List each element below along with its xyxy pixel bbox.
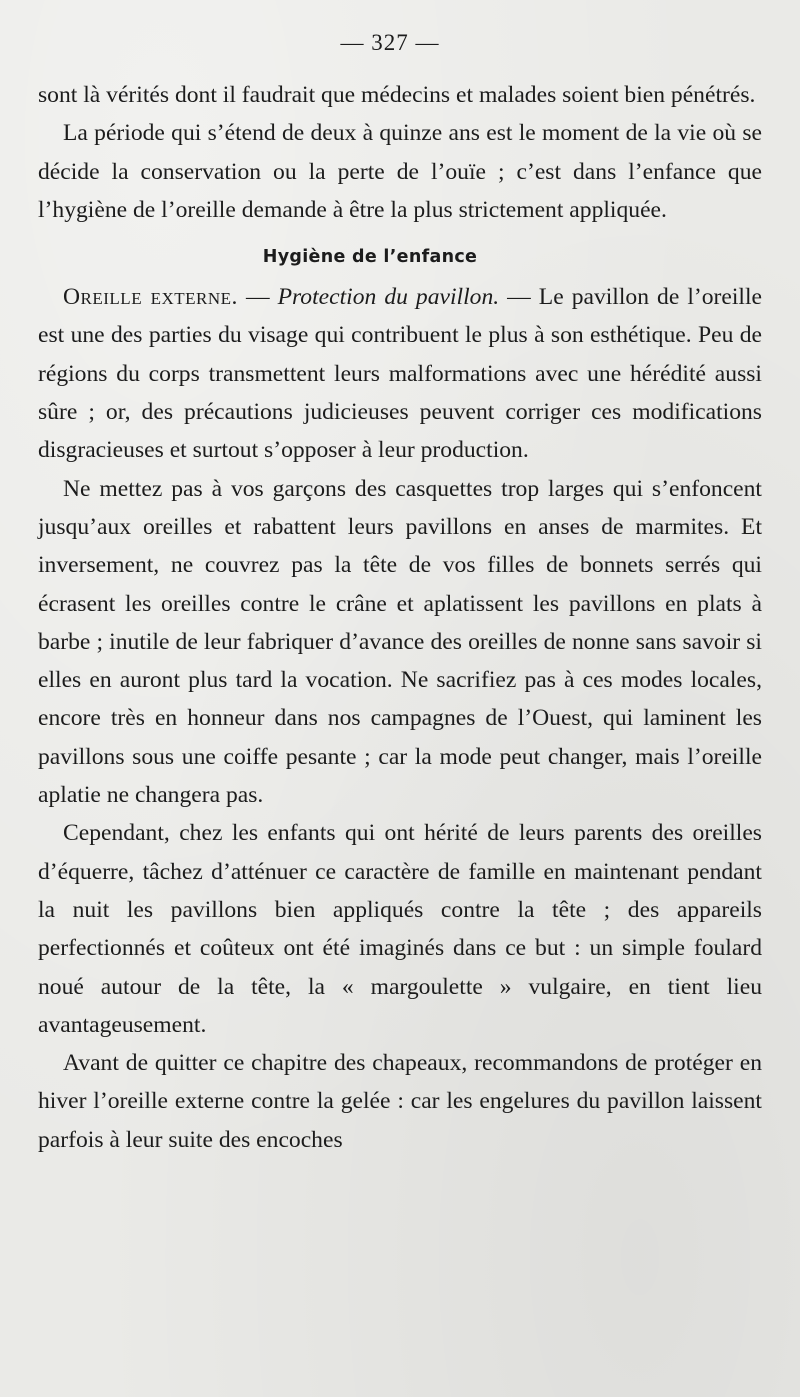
section-title-outer-ear: Oreille externe. [63,284,238,311]
page-number: — 327 — [340,30,440,55]
paragraph-outer-ear [38,278,762,469]
subsection-title-pavillon: Protection du pavillon. [277,284,500,311]
paragraph-continuation: sont là vérités dont il faudrait que médecins et malades soient bien pénétrés. [38,82,756,108]
section-heading: Hygiène de l’enfance [262,247,478,268]
paragraph-caps-and-bonnets: Ne mettez pas à vos garçons des casquettes trop larges qui s’enfoncent jusqu’aux oreilles et rabattent leurs pavillons en anses de marmites. Et inversement, ne couvrez pas la tête de vos filles de bonnets serrés qui écrasent les oreilles contre le crâne et aplatissent les pavillons en plats à barbe ; inutile de leur fabriquer d’avance des oreilles de nonne sans savoir si elles en auront plus tard la vocation. Ne sacrifiez pas à ces modes locales, encore très en honneur dans nos campagnes de l’Ouest, qui laminent les pavillons sous une coiffe pesante ; car la mode peut changer, mais l’oreille aplatie ne changera pas. [38,475,762,809]
page-body [38,76,762,1159]
paragraph-protruding-ears: Cependant, chez les enfants qui ont hérité de leurs parents des oreilles d’équerre, tâchez d’atténuer ce caractère de famille en maintenant pendant la nuit les pavillons bien appliqués contre la tête ; des appareils perfectionnés et coûteux ont été imaginés dans ce but : un simple foulard noué autour de la tête, la « margoulette » vulgaire, en tient lieu avantageusement. [38,820,762,1038]
dash: — [237,284,278,311]
paragraph-childhood-period: La période qui s’étend de deux à quinze ans est le moment de la vie où se décide la conservation ou la perte de l’ouïe ; c’est dans l’enfance que l’hygiène de l’oreille demande à être la plus strictement appliquée. [38,120,762,223]
paragraph-outer-ear-text: — Le pavillon de l’oreille est une des parties du visage qui contribuent le plus à son esthétique. Peu de régions du corps transmettent leurs malformations avec une hérédité aussi sûre ; or, des précautions judicieuses peuvent corriger ces modifications disgracieuses et surtout s’opposer à leur production. [38,284,762,464]
paragraph-frost-protection: Avant de quitter ce chapitre des chapeaux, recommandons de protéger en hiver l’oreille externe contre la gelée : car les engelures du pavillon laissent parfois à leur suite des encoches [38,1050,762,1153]
